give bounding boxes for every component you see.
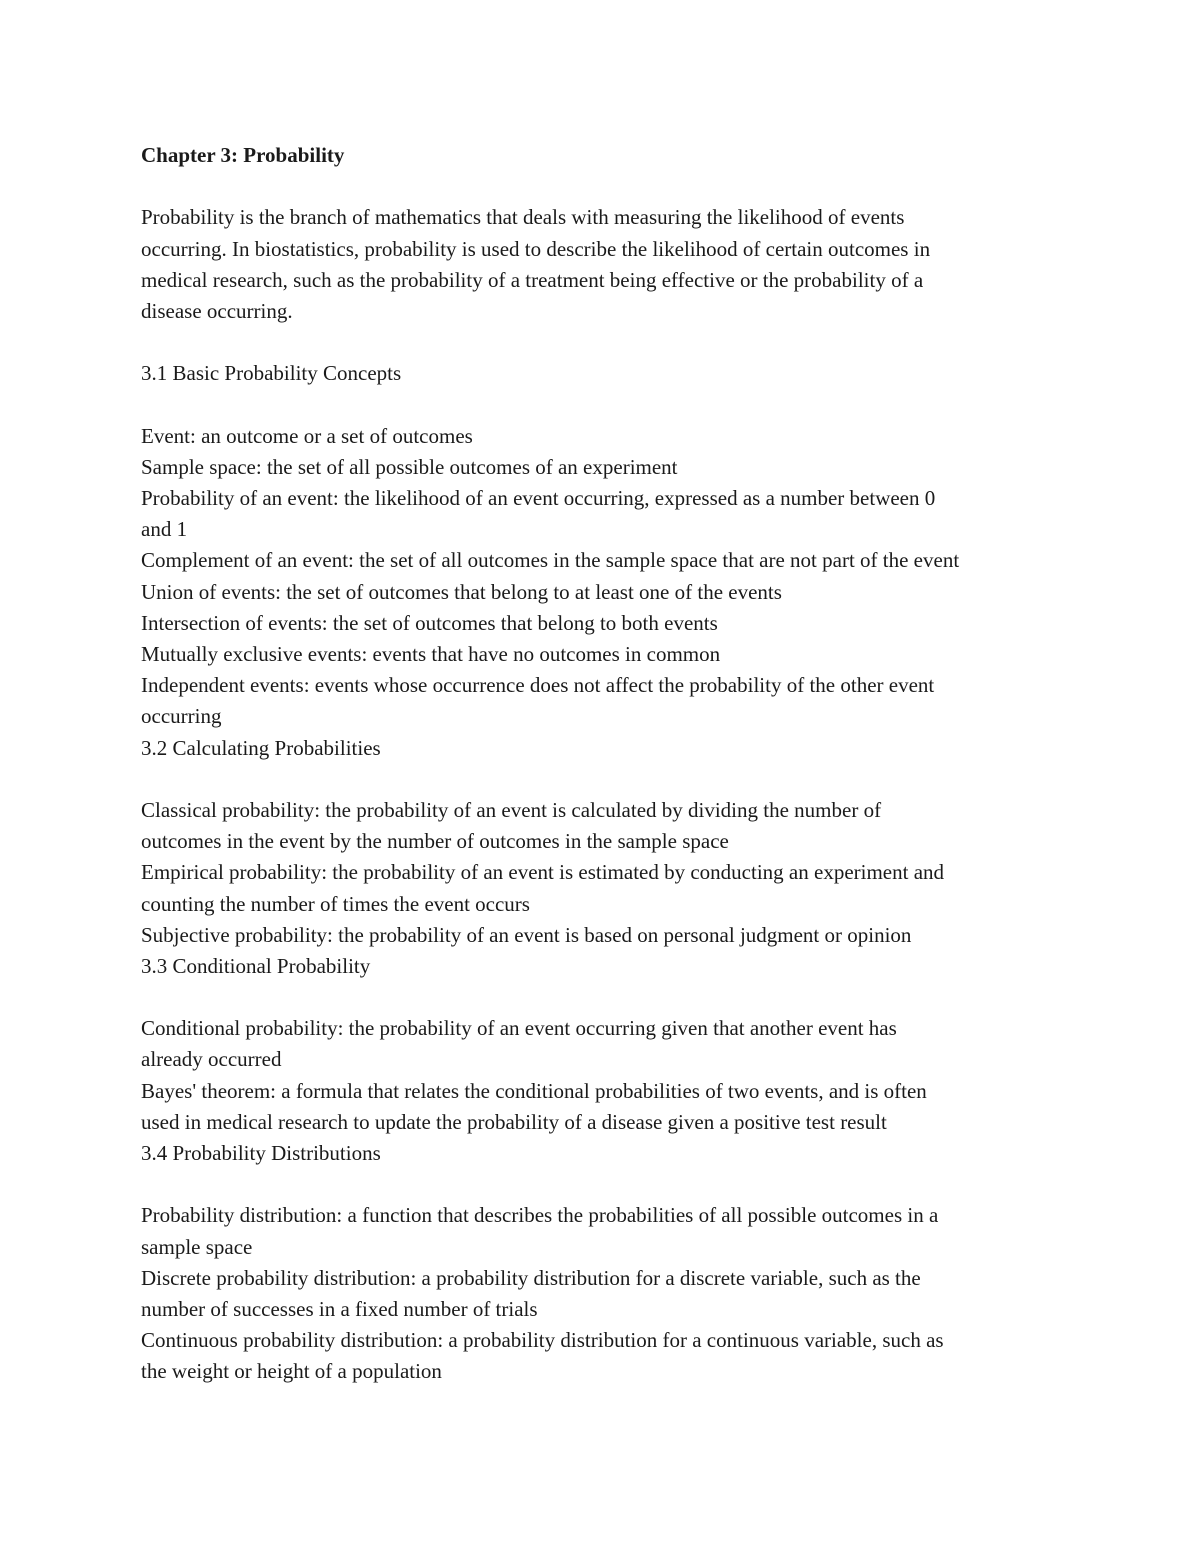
text-line: Intersection of events: the set of outcomes that belong to both events <box>141 610 718 635</box>
text-line: occurring. In biostatistics, probability is used to describe the likelihood of certain outcomes in <box>141 236 931 261</box>
text-line: medical research, such as the probability of a treatment being effective or the probability of a <box>141 267 924 292</box>
text-line: Probability of an event: the likelihood of an event occurring, expressed as a number between 0 <box>141 486 936 511</box>
blank-line <box>141 764 1071 795</box>
text-line: occurring <box>141 704 222 729</box>
text-line: Independent events: events whose occurrence does not affect the probability of the other event <box>141 673 935 698</box>
text-line: Discrete probability distribution: a probability distribution for a discrete variable, such as the <box>141 1265 921 1290</box>
document-page <box>141 140 1071 1388</box>
intro-paragraph <box>141 202 1071 327</box>
text-line: Probability distribution: a function that describes the probabilities of all possible outcomes in a <box>141 1203 939 1228</box>
blank-line <box>141 171 1071 202</box>
section-heading: 3.4 Probability Distributions <box>141 1141 381 1165</box>
text-line: Sample space: the set of all possible outcomes of an experiment <box>141 454 678 479</box>
section-heading: 3.3 Conditional Probability <box>141 953 371 978</box>
text-line: sample space <box>141 1234 253 1259</box>
text-line: disease occurring. <box>141 298 293 323</box>
chapter-title: Chapter 3: Probability <box>141 143 345 167</box>
section-body <box>141 795 1071 951</box>
blank-line <box>141 390 1071 421</box>
text-line: Subjective probability: the probability of an event is based on personal judgment or opinion <box>141 922 912 947</box>
section-body <box>141 1013 1071 1138</box>
section-body <box>141 421 1071 733</box>
text-line: Union of events: the set of outcomes that belong to at least one of the events <box>141 579 782 604</box>
text-line: Bayes' theorem: a formula that relates the conditional probabilities of two events, and is often <box>141 1078 927 1103</box>
text-line: Classical probability: the probability of an event is calculated by dividing the number of <box>141 797 882 822</box>
text-line: number of successes in a fixed number of trials <box>141 1296 538 1321</box>
text-line: the weight or height of a population <box>141 1359 442 1384</box>
text-line: and 1 <box>141 517 188 542</box>
blank-line <box>141 327 1071 358</box>
blank-line <box>141 1169 1071 1200</box>
text-line: Continuous probability distribution: a probability distribution for a continuous variable, such as <box>141 1328 944 1353</box>
section-heading: 3.1 Basic Probability Concepts <box>141 361 402 386</box>
text-line: counting the number of times the event occurs <box>141 891 530 916</box>
text-line: Empirical probability: the probability of an event is estimated by conducting an experiment and <box>141 860 945 885</box>
text-line: Event: an outcome or a set of outcomes <box>141 423 473 448</box>
text-line: already occurred <box>141 1047 282 1072</box>
blank-line <box>141 982 1071 1013</box>
text-line: Complement of an event: the set of all outcomes in the sample space that are not part of the event <box>141 548 960 573</box>
section-heading: 3.2 Calculating Probabilities <box>141 735 381 760</box>
text-line: used in medical research to update the probability of a disease given a positive test result <box>141 1109 887 1134</box>
text-line: Mutually exclusive events: events that have no outcomes in common <box>141 642 721 666</box>
text-line: Probability is the branch of mathematics that deals with measuring the likelihood of events <box>141 205 905 230</box>
text-line: outcomes in the event by the number of outcomes in the sample space <box>141 829 729 854</box>
section-body <box>141 1200 1071 1387</box>
text-line: Conditional probability: the probability of an event occurring given that another event has <box>141 1016 897 1041</box>
